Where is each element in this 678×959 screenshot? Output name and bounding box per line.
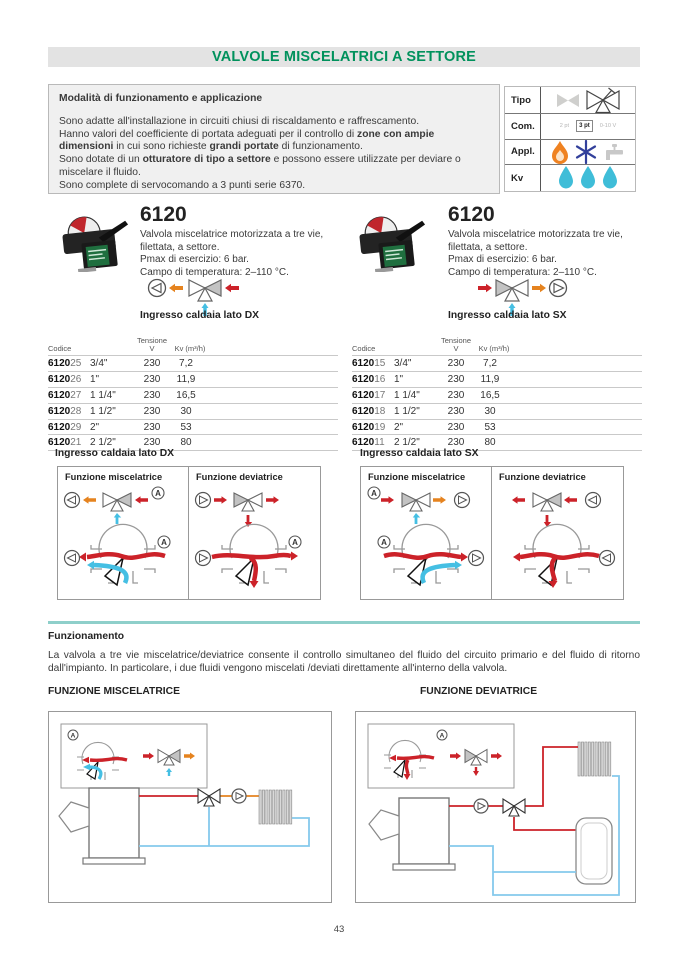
red-arrow (225, 284, 239, 292)
pump-icon (65, 493, 80, 508)
spec-row-appl: Appl. (505, 140, 635, 166)
modes-paragraph-1: Sono adatte all'installazione in circuiti chiusi di riscaldamento e raffrescamento. (59, 115, 420, 127)
com-chip-3pt: 3 pt (576, 120, 593, 132)
red-arrow (478, 284, 492, 292)
modes-paragraph-2: Hanno valori del coefficiente di portata adeguati per il controllo di zone con ampie dimensioni in cui sono richieste grandi portate di funzionamento. (59, 128, 435, 153)
product-code-dx: 6120 (140, 203, 187, 226)
subheading-deviatrice: FUNZIONE DEVIATRICE (420, 686, 538, 697)
product-desc-dx: Valvola miscelatrice motorizzata a tre vie, filettata, a settore. Pmax di esercizio: 6 bar. Campo di temperatura: 2–110 °C. (140, 229, 324, 278)
a-marker (437, 730, 447, 740)
pump-icon (586, 493, 601, 508)
spec-row-tipo: Tipo (505, 87, 635, 114)
table-row: 612015 3/4" 230 7,2 (352, 355, 642, 371)
table-row: 612019 2" 230 53 (352, 419, 642, 435)
title-bar (48, 47, 640, 67)
pump-icon (469, 551, 484, 566)
valve-3way-icon (585, 87, 621, 113)
funzionamento-heading: Funzionamento (48, 631, 125, 642)
a-marker (158, 536, 170, 548)
teal-divider (48, 621, 640, 624)
a-marker (68, 730, 78, 740)
orange-arrow (532, 284, 546, 292)
flow-caption-dx: Ingresso caldaia lato DX (140, 310, 260, 321)
pump-icon (196, 551, 211, 566)
table-row: 612011 2 1/2" 230 80 (352, 434, 642, 451)
valve-icon (503, 799, 525, 816)
spec-row-com: Com. 2 pt 3 pt 0-10 V (505, 114, 635, 140)
fn-dx-deviatrice: Funzione deviatrice A (189, 467, 320, 599)
section-heading-sx: Ingresso caldaia lato SX (360, 448, 479, 459)
pump-icon (455, 493, 470, 508)
table-row: 612021 2 1/2" 230 80 (48, 434, 338, 451)
orange-arrow (169, 284, 183, 292)
table-row: 612016 1" 230 11,9 (352, 371, 642, 387)
boiler (59, 788, 145, 864)
com-chip-0-10v: 0-10 V (599, 123, 617, 130)
radiator (259, 790, 292, 824)
valve-2way-icon (556, 92, 580, 109)
table-row: 612027 1 1/4" 230 16,5 (48, 387, 338, 403)
schema-miscelatrice (48, 711, 332, 903)
svg-text:A: A (439, 732, 445, 740)
svg-text:A: A (381, 537, 387, 547)
spec-table (504, 86, 636, 192)
table-row: 612017 1 1/4" 230 16,5 (352, 387, 642, 403)
product-photo-sx (352, 208, 432, 272)
valve-icon (198, 789, 220, 806)
pump-icon (196, 493, 211, 508)
product-code-sx: 6120 (448, 203, 495, 226)
svg-text:A: A (70, 732, 76, 740)
schema-deviatrice-svg (356, 712, 635, 902)
diverting-diagram-dx (192, 486, 314, 594)
pump-icon (600, 551, 615, 566)
tap-icon (602, 142, 626, 162)
modes-heading: Modalità di funzionamento e applicazione (59, 93, 263, 104)
svg-text:A: A (371, 488, 377, 498)
table-sx-header: Codice Tensione V Kv (m³/h) (352, 336, 510, 353)
table-dx (48, 333, 338, 451)
valve-icon (189, 280, 221, 301)
svg-text:A: A (292, 537, 298, 547)
pump-icon (65, 551, 80, 566)
a-marker (289, 536, 301, 548)
valve-icon (496, 280, 528, 301)
table-row: 612025 3/4" 230 7,2 (48, 355, 338, 371)
table-row: 612028 1 1/2" 230 30 (48, 403, 338, 419)
com-chip-2pt: 2 pt (559, 123, 570, 130)
spec-row-kv: Kv (505, 165, 635, 191)
tank (576, 818, 612, 884)
kv-drops-icon (555, 165, 621, 191)
fn-sx-deviatrice: Funzione deviatrice (492, 467, 623, 599)
pump-icon (550, 280, 567, 297)
schema-deviatrice (355, 711, 636, 903)
pump-icon (474, 799, 488, 813)
table-dx-header: Codice Tensione V Kv (m³/h) (48, 336, 206, 353)
function-box-sx (360, 466, 624, 600)
schema-miscelatrice-svg (49, 712, 331, 902)
a-marker (368, 487, 380, 499)
funzionamento-text: La valvola a tre vie miscelatrice/deviatrice consente il controllo simultaneo del fluido del circuito primario e del fluido di ritorno dall'impianto. In particolare, i due fluidi vengono miscelati /deviati direttamente all'interno della valvola. (48, 650, 640, 674)
svg-text:A: A (155, 488, 161, 498)
table-row: 612026 1" 230 11,9 (48, 371, 338, 387)
product-desc-sx: Valvola miscelatrice motorizzata tre vie, filettata, a settore. Pmax di esercizio: 6 bar. Campo di temperatura: 2–110 °C. (448, 229, 623, 278)
svg-text:A: A (161, 537, 167, 547)
diverting-diagram-sx (495, 486, 617, 594)
fn-dx-miscelatrice: Funzione miscelatrice A A (58, 467, 189, 599)
section-heading-dx: Ingresso caldaia lato DX (55, 448, 175, 459)
fn-sx-miscelatrice: Funzione miscelatrice A A (361, 467, 492, 599)
flow-caption-sx: Ingresso caldaia lato SX (448, 310, 567, 321)
page-number: 43 (333, 924, 345, 935)
modes-paragraph-3: Sono dotate di un otturatore di tipo a settore e possono essere utilizzate per deviare o miscelare il fluido. (59, 154, 461, 178)
pump-icon (149, 280, 166, 297)
radiator (578, 742, 611, 776)
flame-icon (550, 140, 570, 164)
table-row: 612029 2" 230 53 (48, 419, 338, 435)
product-photo-dx (55, 208, 135, 272)
mixing-diagram-sx (364, 486, 486, 594)
table-row: 612018 1 1/2" 230 30 (352, 403, 642, 419)
function-box-dx (57, 466, 321, 600)
a-marker (152, 487, 164, 499)
table-sx (352, 333, 642, 451)
subheading-miscelatrice: FUNZIONE MISCELATRICE (48, 686, 180, 697)
modes-paragraph-4: Sono complete di servocomando a 3 punti serie 6370. (59, 179, 306, 191)
boiler (369, 798, 455, 870)
page-title: VALVOLE MISCELATRICI A SETTORE (211, 49, 477, 65)
modes-box (48, 84, 500, 194)
a-marker (378, 536, 390, 548)
mixing-diagram-dx (61, 486, 183, 594)
pump-icon (232, 789, 246, 803)
snowflake-icon (575, 140, 597, 164)
